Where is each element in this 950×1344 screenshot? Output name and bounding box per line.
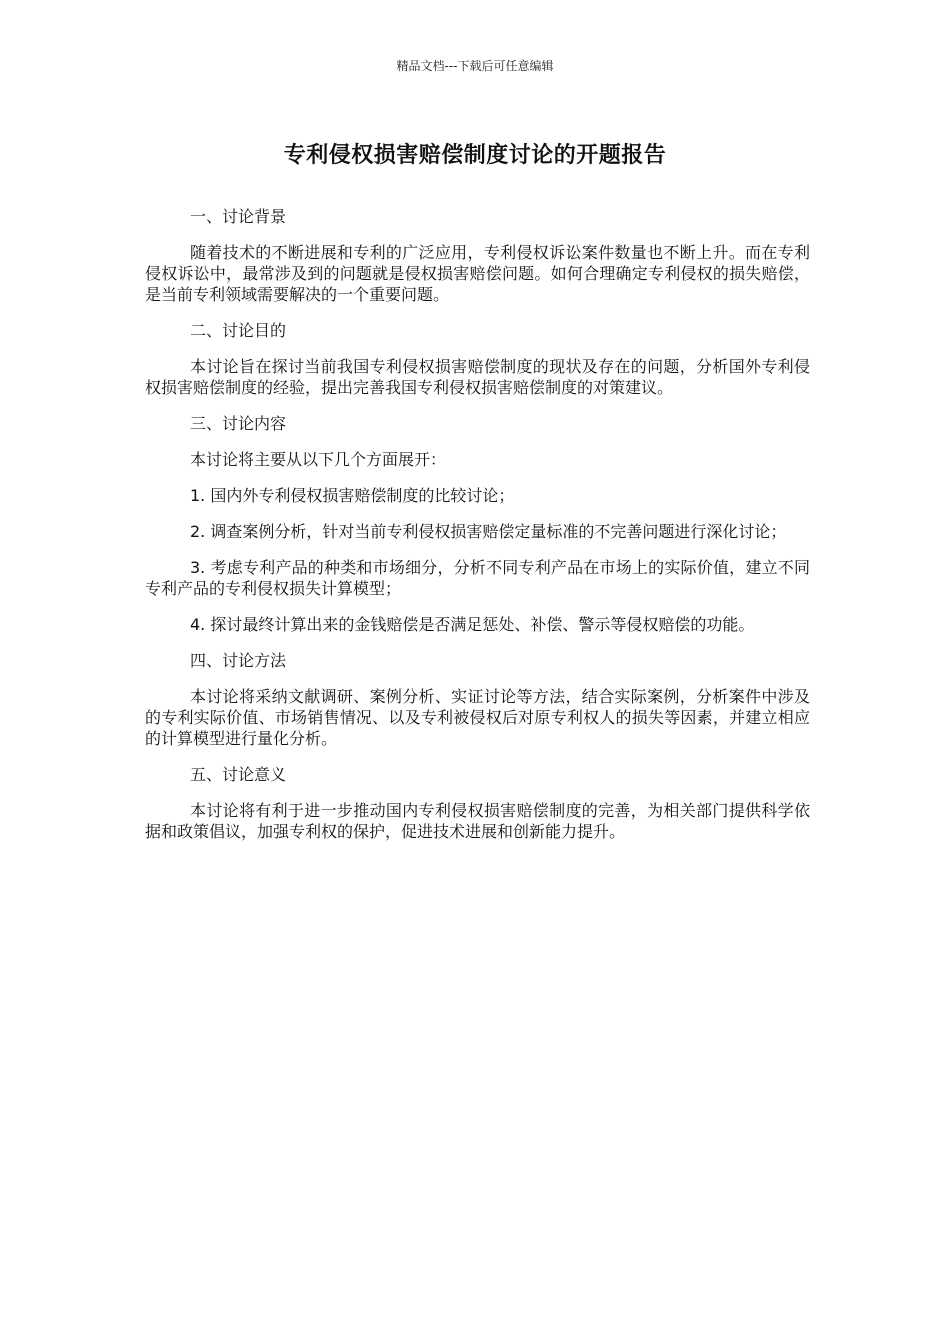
section-heading-content: 三、讨论内容	[190, 414, 287, 433]
section-heading-purpose: 二、讨论目的	[190, 321, 287, 340]
purpose-paragraph: 本讨论旨在探讨当前我国专利侵权损害赔偿制度的现状及存在的问题，分析国外专利侵权损害赔偿制度的经验，提出完善我国专利侵权损害赔偿制度的对策建议。	[145, 357, 810, 397]
method-paragraph: 本讨论将采纳文献调研、案例分析、实证讨论等方法，结合实际案例，分析案件中涉及的专利实际价值、市场销售情况、以及专利被侵权后对原专利权人的损失等因素，并建立相应的计算模型进行量化分析。	[145, 687, 810, 748]
header-note: 精品文档---下载后可任意编辑	[396, 59, 554, 73]
content-list-item-2: 2. 调查案例分析，针对当前专利侵权损害赔偿定量标准的不完善问题进行深化讨论；	[190, 522, 787, 541]
section-heading-significance: 五、讨论意义	[190, 765, 287, 784]
background-paragraph: 随着技术的不断进展和专利的广泛应用，专利侵权诉讼案件数量也不断上升。而在专利侵权诉讼中，最常涉及到的问题就是侵权损害赔偿问题。如何合理确定专利侵权的损失赔偿，是当前专利领域需要解决的一个重要问题。	[145, 243, 810, 304]
section-heading-method: 四、讨论方法	[190, 651, 287, 670]
significance-paragraph: 本讨论将有利于进一步推动国内专利侵权损害赔偿制度的完善，为相关部门提供科学依据和政策倡议，加强专利权的保护，促进技术进展和创新能力提升。	[145, 801, 810, 841]
content-list-item-4: 4. 探讨最终计算出来的金钱赔偿是否满足惩处、补偿、警示等侵权赔偿的功能。	[190, 615, 755, 634]
document-body	[145, 206, 810, 857]
content-list-item-1: 1. 国内外专利侵权损害赔偿制度的比较讨论；	[190, 486, 515, 505]
content-list-item-3: 3. 考虑专利产品的种类和市场细分，分析不同专利产品在市场上的实际价值，建立不同专利产品的专利侵权损失计算模型；	[145, 558, 810, 598]
section-heading-background: 一、讨论背景	[190, 207, 287, 226]
document-title: 专利侵权损害赔偿制度讨论的开题报告	[283, 143, 667, 168]
content-intro-paragraph: 本讨论将主要从以下几个方面展开：	[190, 450, 447, 469]
